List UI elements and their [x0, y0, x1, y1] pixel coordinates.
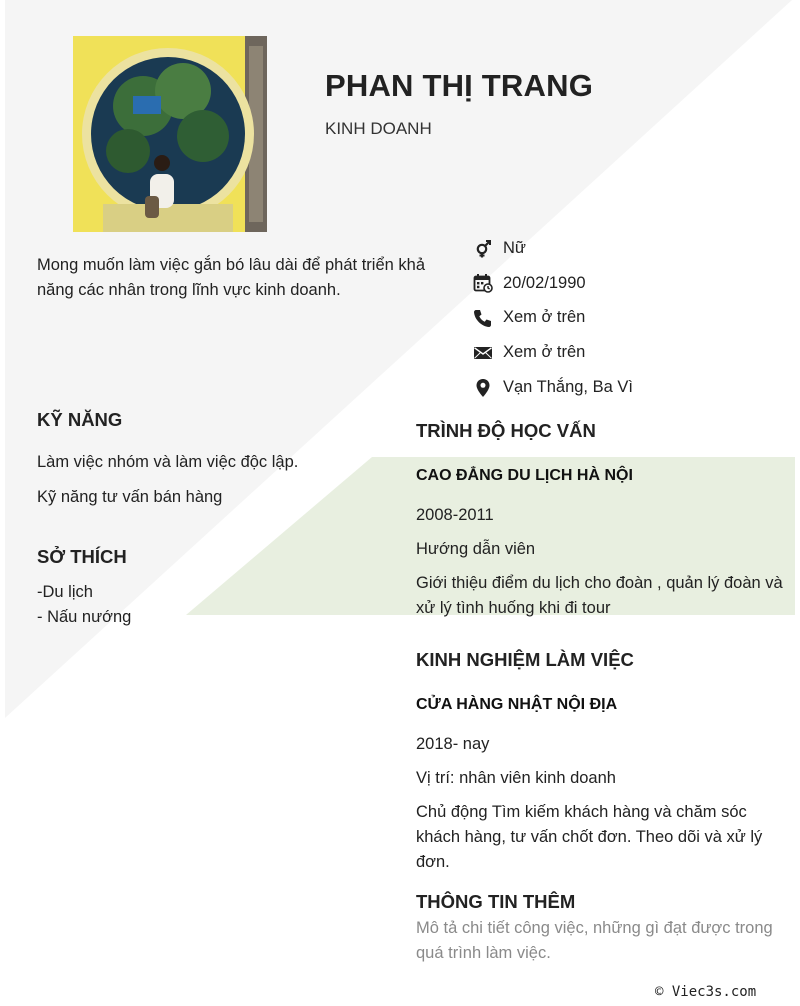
profile-photo — [73, 36, 267, 232]
education-years: 2008-2011 — [416, 506, 494, 524]
hobbies-list — [37, 580, 377, 630]
calendar-icon — [472, 272, 494, 294]
experience-description: Chủ động Tìm kiếm khách hàng và chăm sóc khách hàng, tư vấn chốt đơn. Theo dõi và xử lý đơn. — [416, 803, 763, 871]
experience-position: Vị trí: nhân viên kinh doanh — [416, 769, 616, 787]
location-pin-icon — [472, 377, 494, 399]
phone-text: Xem ở trên — [503, 308, 586, 327]
skills-heading: KỸ NĂNG — [37, 409, 123, 430]
hobby-item: -Du lịch — [37, 583, 93, 601]
skill-item: Kỹ năng tư vấn bán hàng — [37, 488, 223, 506]
skill-item: Làm việc nhóm và làm việc độc lập. — [37, 453, 299, 471]
contact-info — [472, 231, 772, 405]
education-major: Hướng dẫn viên — [416, 540, 536, 558]
email-text: Xem ở trên — [503, 343, 586, 362]
education-heading: TRÌNH ĐỘ HỌC VẤN — [416, 420, 596, 441]
candidate-role: KINH DOANH — [325, 119, 432, 138]
skills-list — [37, 450, 377, 520]
more-info-description: Mô tả chi tiết công việc, những gì đạt được trong quá trình làm việc. — [416, 919, 773, 962]
envelope-icon — [472, 342, 494, 364]
address-text: Vạn Thắng, Ba Vì — [503, 378, 633, 397]
phone-icon — [472, 307, 494, 329]
gender-text: Nữ — [503, 238, 526, 257]
contact-row-gender — [472, 231, 772, 266]
contact-row-birthday — [472, 266, 772, 301]
birthday-text: 20/02/1990 — [503, 273, 586, 292]
more-info-heading: THÔNG TIN THÊM — [416, 891, 576, 912]
contact-row-phone — [472, 301, 772, 336]
candidate-name: PHAN THỊ TRANG — [325, 68, 594, 103]
watermark: © Viec3s.com — [655, 984, 757, 1000]
experience-company: CỬA HÀNG NHẬT NỘI ĐỊA — [416, 696, 618, 713]
career-objective: Mong muốn làm việc gắn bó lâu dài để phát triển khả năng các nhân trong lĩnh vực kinh doanh. — [37, 256, 425, 299]
contact-row-address — [472, 370, 772, 405]
experience-heading: KINH NGHIỆM LÀM VIỆC — [416, 649, 634, 670]
education-school: CAO ĐẲNG DU LỊCH HÀ NỘI — [416, 467, 633, 484]
experience-years: 2018- nay — [416, 735, 490, 753]
hobbies-heading: SỞ THÍCH — [37, 546, 127, 567]
gender-icon — [472, 237, 494, 259]
education-description: Giới thiệu điểm du lịch cho đoàn , quản lý đoàn và xử lý tình huống khi đi tour — [416, 574, 783, 617]
hobby-item: - Nấu nướng — [37, 608, 132, 626]
contact-row-email — [472, 335, 772, 370]
